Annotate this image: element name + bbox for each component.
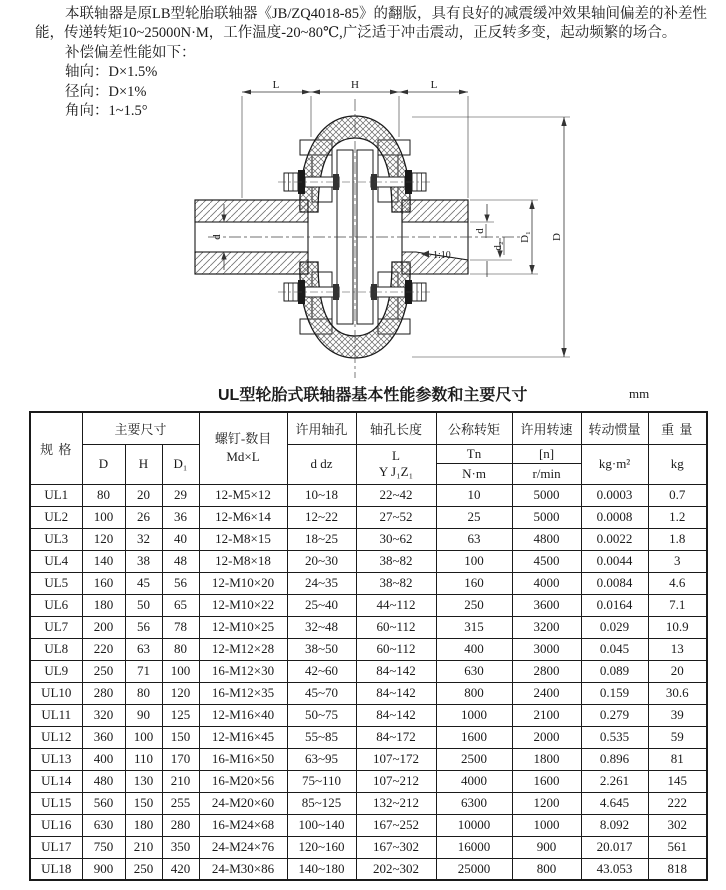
dim-label-d-right: d (474, 228, 486, 234)
table-cell: 0.0164 (581, 594, 648, 616)
dim-label-L-left: L (272, 79, 280, 91)
table-cell: 4.645 (581, 792, 648, 814)
table-cell: 45~70 (287, 682, 356, 704)
table-cell: 1800 (512, 748, 581, 770)
taper-label: 1:10 (433, 250, 451, 261)
table-cell: 4.6 (648, 572, 707, 594)
subheader-weight-unit: kg (648, 444, 707, 484)
table-cell: 80 (82, 484, 125, 506)
subheader-inertia-unit: kg·m² (581, 444, 648, 484)
table-cell: 32 (125, 528, 162, 550)
table-cell: 818 (648, 858, 707, 880)
table-cell: 43.053 (581, 858, 648, 880)
table-cell: 150 (162, 726, 199, 748)
table-cell: 12-M8×15 (199, 528, 287, 550)
table-cell: UL6 (30, 594, 82, 616)
table-cell: 107~212 (356, 770, 436, 792)
table-cell: 20.017 (581, 836, 648, 858)
table-cell: 20~30 (287, 550, 356, 572)
table-cell: 132~212 (356, 792, 436, 814)
table-cell: 10 (436, 484, 512, 506)
table-cell: 0.029 (581, 616, 648, 638)
table-cell: 125 (162, 704, 199, 726)
table-cell: 48 (162, 550, 199, 572)
dim-label-d-left: d (211, 234, 223, 240)
table-cell: 480 (82, 770, 125, 792)
table-cell: 5000 (512, 506, 581, 528)
table-cell: 561 (648, 836, 707, 858)
table-cell: 250 (82, 660, 125, 682)
table-cell: 5000 (512, 484, 581, 506)
table-cell: 302 (648, 814, 707, 836)
table-title: UL型轮胎式联轴器基本性能参数和主要尺寸 (218, 387, 528, 404)
table-cell: UL15 (30, 792, 82, 814)
table-cell: 24-M24×76 (199, 836, 287, 858)
table-cell: 220 (82, 638, 125, 660)
parameters-table (29, 411, 708, 881)
table-cell: 1000 (436, 704, 512, 726)
table-cell: 167~252 (356, 814, 436, 836)
table-row (30, 616, 707, 638)
table-cell: 280 (82, 682, 125, 704)
dim-label-D1: D₁ (519, 231, 531, 243)
table-cell: 6300 (436, 792, 512, 814)
table-cell: 180 (125, 814, 162, 836)
table-cell: 560 (82, 792, 125, 814)
table-cell: 100 (162, 660, 199, 682)
table-cell: 100~140 (287, 814, 356, 836)
table-cell: 100 (82, 506, 125, 528)
table-row (30, 704, 707, 726)
table-cell: 120 (162, 682, 199, 704)
table-cell: 8.092 (581, 814, 648, 836)
subheader-D: D (82, 444, 125, 484)
table-cell: 210 (162, 770, 199, 792)
dim-label-D: D (551, 233, 563, 241)
table-cell: UL2 (30, 506, 82, 528)
table-cell: 320 (82, 704, 125, 726)
table-cell: 84~172 (356, 726, 436, 748)
table-cell: 12-M10×25 (199, 616, 287, 638)
table-cell: 60~112 (356, 616, 436, 638)
table-cell: 255 (162, 792, 199, 814)
table-cell: 110 (125, 748, 162, 770)
table-cell: 84~142 (356, 682, 436, 704)
table-row (30, 528, 707, 550)
table-cell: 39 (648, 704, 707, 726)
table-cell: 222 (648, 792, 707, 814)
subheader-length (356, 444, 436, 484)
table-cell: 350 (162, 836, 199, 858)
table-cell: 800 (436, 682, 512, 704)
table-cell: 130 (125, 770, 162, 792)
table-cell: 10000 (436, 814, 512, 836)
table-cell: 2000 (512, 726, 581, 748)
table-row (30, 836, 707, 858)
table-cell: 81 (648, 748, 707, 770)
table-cell: 107~172 (356, 748, 436, 770)
table-row (30, 484, 707, 506)
table-cell: 400 (436, 638, 512, 660)
table-row (30, 506, 707, 528)
table-cell: 16-M12×35 (199, 682, 287, 704)
table-cell: 32~48 (287, 616, 356, 638)
table-cell: 38~50 (287, 638, 356, 660)
subheader-D1: D₁ (162, 444, 199, 484)
table-cell: 16-M24×68 (199, 814, 287, 836)
table-row (30, 594, 707, 616)
table-cell: 0.279 (581, 704, 648, 726)
col-header-spec: 规 格 (30, 412, 82, 484)
subheader-n: [n] (512, 444, 581, 463)
table-cell: 3200 (512, 616, 581, 638)
table-cell: 63 (436, 528, 512, 550)
table-cell: 12-M16×45 (199, 726, 287, 748)
compensation-heading: 补偿偏差性能如下： (65, 44, 196, 61)
table-cell: 170 (162, 748, 199, 770)
subheader-length-L: L (392, 448, 400, 463)
table-cell: 0.159 (581, 682, 648, 704)
table-cell: 38~82 (356, 572, 436, 594)
intro-line-1: 本联轴器是原LB型轮胎联轴器《JB/ZQ4018-85》的翻版，具有良好的减震缓冲效果轴间偏差的补差性 (65, 6, 708, 22)
table-cell: UL7 (30, 616, 82, 638)
table-cell: UL10 (30, 682, 82, 704)
table-cell: 12-M5×12 (199, 484, 287, 506)
table-cell: 0.0008 (581, 506, 648, 528)
subheader-torque-unit: N·m (436, 463, 512, 484)
table-cell: 0.0022 (581, 528, 648, 550)
table-cell: 7.1 (648, 594, 707, 616)
table-row (30, 572, 707, 594)
table-cell: 63~95 (287, 748, 356, 770)
table-cell: 80 (125, 682, 162, 704)
subheader-Tn: Tn (436, 444, 512, 463)
col-header-bolts (199, 412, 287, 484)
table-cell: 900 (512, 836, 581, 858)
table-cell: 13 (648, 638, 707, 660)
table-cell: 120~160 (287, 836, 356, 858)
table-cell: 200 (82, 616, 125, 638)
table-cell: 630 (82, 814, 125, 836)
table-cell: UL18 (30, 858, 82, 880)
table-cell: 24~35 (287, 572, 356, 594)
table-cell: 16-M12×30 (199, 660, 287, 682)
table-cell: 420 (162, 858, 199, 880)
table-cell: 1.8 (648, 528, 707, 550)
table-cell: 56 (125, 616, 162, 638)
angular-spec: 角向：1~1.5° (65, 103, 148, 120)
table-row (30, 770, 707, 792)
table-cell: 150 (125, 792, 162, 814)
table-row (30, 550, 707, 572)
table-cell: 29 (162, 484, 199, 506)
table-cell: 36 (162, 506, 199, 528)
table-cell: 42~60 (287, 660, 356, 682)
table-cell: 180 (82, 594, 125, 616)
table-cell: 60~112 (356, 638, 436, 660)
table-cell: 12-M10×20 (199, 572, 287, 594)
table-cell: UL3 (30, 528, 82, 550)
table-cell: 250 (436, 594, 512, 616)
table-cell: 2400 (512, 682, 581, 704)
table-cell: 630 (436, 660, 512, 682)
table-cell: 2800 (512, 660, 581, 682)
table-cell: UL17 (30, 836, 82, 858)
coupling-section-drawing (0, 0, 726, 400)
table-cell: 160 (82, 572, 125, 594)
table-cell: 400 (82, 748, 125, 770)
col-header-length: 轴孔长度 (356, 412, 436, 444)
table-cell: 315 (436, 616, 512, 638)
table-cell: 10.9 (648, 616, 707, 638)
table-cell: 1600 (436, 726, 512, 748)
table-row (30, 660, 707, 682)
table-cell: 12-M16×40 (199, 704, 287, 726)
table-cell: UL5 (30, 572, 82, 594)
table-cell: 25~40 (287, 594, 356, 616)
col-header-bore: 许用轴孔 (287, 412, 356, 444)
table-cell: 12-M12×28 (199, 638, 287, 660)
table-unit: mm (629, 386, 650, 401)
subheader-H: H (125, 444, 162, 484)
table-cell: UL4 (30, 550, 82, 572)
table-cell: 16-M20×56 (199, 770, 287, 792)
table-cell: 2100 (512, 704, 581, 726)
table-cell: 10~18 (287, 484, 356, 506)
table-cell: 75~110 (287, 770, 356, 792)
table-cell: 25 (436, 506, 512, 528)
table-cell: 360 (82, 726, 125, 748)
subheader-speed-unit: r/min (512, 463, 581, 484)
table-cell: 2500 (436, 748, 512, 770)
table-cell: 12-M6×14 (199, 506, 287, 528)
table-cell: 120 (82, 528, 125, 550)
table-cell: 280 (162, 814, 199, 836)
table-cell: 71 (125, 660, 162, 682)
table-cell: 55~85 (287, 726, 356, 748)
table-cell: 1000 (512, 814, 581, 836)
table-row (30, 858, 707, 880)
table-cell: 0.7 (648, 484, 707, 506)
table-cell: 16-M16×50 (199, 748, 287, 770)
table-cell: 0.0084 (581, 572, 648, 594)
table-cell: 25000 (436, 858, 512, 880)
table-cell: 38~82 (356, 550, 436, 572)
table-cell: 63 (125, 638, 162, 660)
table-cell: 26 (125, 506, 162, 528)
table-cell: 12-M10×22 (199, 594, 287, 616)
table-row (30, 682, 707, 704)
table-cell: 16000 (436, 836, 512, 858)
table-cell: 0.896 (581, 748, 648, 770)
table-cell: 59 (648, 726, 707, 748)
table-cell: 167~302 (356, 836, 436, 858)
table-cell: 750 (82, 836, 125, 858)
table-cell: 3600 (512, 594, 581, 616)
table-cell: 0.0003 (581, 484, 648, 506)
table-cell: 900 (82, 858, 125, 880)
table-cell: UL9 (30, 660, 82, 682)
axial-spec: 轴向：D×1.5% (65, 64, 158, 81)
radial-spec: 径向：D×1% (65, 83, 147, 100)
table-cell: 50 (125, 594, 162, 616)
table-cell: 24-M30×86 (199, 858, 287, 880)
table-cell: 0.0044 (581, 550, 648, 572)
table-cell: 84~142 (356, 660, 436, 682)
table-cell: 45 (125, 572, 162, 594)
col-header-inertia: 转动惯量 (581, 412, 648, 444)
table-row (30, 814, 707, 836)
table-cell: 202~302 (356, 858, 436, 880)
table-cell: 0.045 (581, 638, 648, 660)
col-header-speed: 许用转速 (512, 412, 581, 444)
table-cell: 2.261 (581, 770, 648, 792)
table-cell: 4000 (436, 770, 512, 792)
table-cell: 50~75 (287, 704, 356, 726)
table-cell: 3000 (512, 638, 581, 660)
table-cell: UL12 (30, 726, 82, 748)
col-header-bolts-line1: 螺钉-数目 (214, 431, 272, 447)
table-cell: 30.6 (648, 682, 707, 704)
table-row (30, 726, 707, 748)
table-cell: UL14 (30, 770, 82, 792)
table-cell: 100 (436, 550, 512, 572)
table-cell: 38 (125, 550, 162, 572)
table-cell: 78 (162, 616, 199, 638)
table-cell: 80 (162, 638, 199, 660)
table-body (30, 484, 707, 880)
table-cell: UL8 (30, 638, 82, 660)
table-cell: 18~25 (287, 528, 356, 550)
table-cell: 1200 (512, 792, 581, 814)
col-header-main-dims: 主要尺寸 (82, 412, 199, 444)
table-cell: 140 (82, 550, 125, 572)
table-row (30, 638, 707, 660)
table-cell: 85~125 (287, 792, 356, 814)
table-cell: 250 (125, 858, 162, 880)
table-cell: UL13 (30, 748, 82, 770)
table-cell: 3 (648, 550, 707, 572)
subheader-length-types: Y J₁Z₁ (378, 464, 414, 479)
table-cell: UL1 (30, 484, 82, 506)
table-cell: 4500 (512, 550, 581, 572)
table-cell: 1600 (512, 770, 581, 792)
table-cell: 24-M20×60 (199, 792, 287, 814)
table-cell: 30~62 (356, 528, 436, 550)
table-cell: 56 (162, 572, 199, 594)
table-cell: 210 (125, 836, 162, 858)
table-cell: 12~22 (287, 506, 356, 528)
table-cell: 800 (512, 858, 581, 880)
col-header-bolts-line2: Md×L (226, 449, 260, 465)
subheader-bore-d: d dz (287, 444, 356, 484)
table-cell: 20 (648, 660, 707, 682)
table-cell: 12-M8×18 (199, 550, 287, 572)
table-cell: 40 (162, 528, 199, 550)
table-cell: 4000 (512, 572, 581, 594)
table-cell: 44~112 (356, 594, 436, 616)
table-cell: 100 (125, 726, 162, 748)
intro-line-2: 能，传递转矩10~25000N·M，工作温度-20~80℃,广泛适于冲击震动，正反转多变，起动频繁的场合。 (35, 25, 677, 42)
table-cell: 0.535 (581, 726, 648, 748)
table-cell: UL11 (30, 704, 82, 726)
table-cell: 160 (436, 572, 512, 594)
table-cell: 22~42 (356, 484, 436, 506)
table-row (30, 792, 707, 814)
table-cell: 20 (125, 484, 162, 506)
col-header-weight: 重 量 (648, 412, 707, 444)
table-cell: 27~52 (356, 506, 436, 528)
table-cell: 90 (125, 704, 162, 726)
table-cell: UL16 (30, 814, 82, 836)
table-cell: 1.2 (648, 506, 707, 528)
table-row (30, 748, 707, 770)
table-cell: 84~142 (356, 704, 436, 726)
table-cell: 140~180 (287, 858, 356, 880)
table-cell: 65 (162, 594, 199, 616)
dim-label-d2: d₂ (492, 241, 504, 251)
col-header-torque: 公称转矩 (436, 412, 512, 444)
dim-label-L-right: L (430, 79, 438, 91)
table-cell: 145 (648, 770, 707, 792)
table-cell: 0.089 (581, 660, 648, 682)
dim-label-H: H (351, 79, 359, 91)
table-cell: 4800 (512, 528, 581, 550)
